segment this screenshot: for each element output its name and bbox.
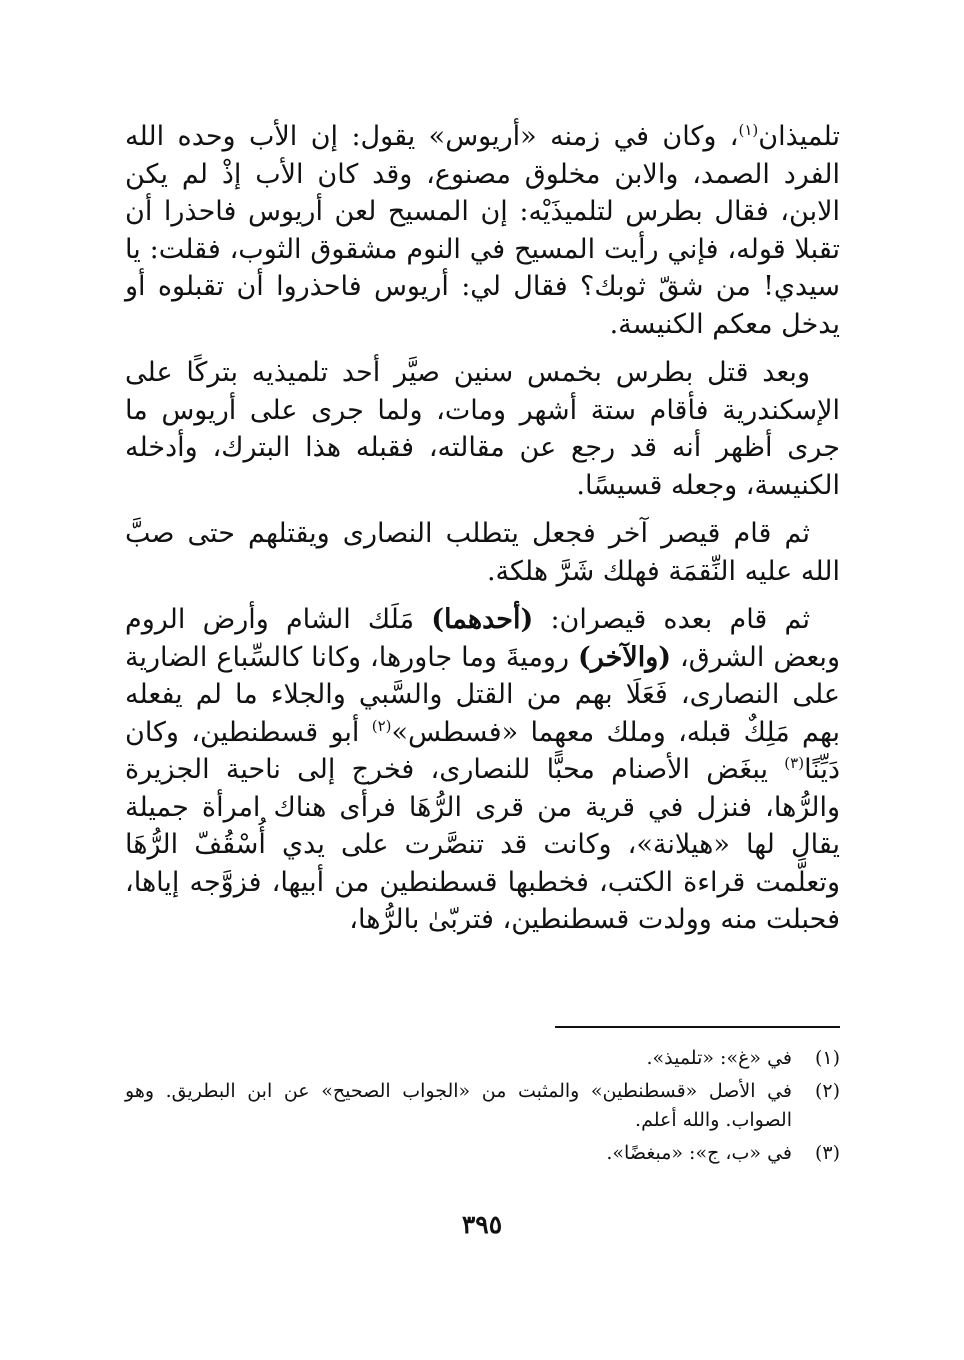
footnote-separator [555,1026,840,1028]
text-run: روميةَ وما جاورها، وكانا كالسِّباع الضارية على النصارى، فَعَلَا بهم من القتل والسَّبي والجلاء ما لم يفعله بهم مَلِكٌ قبله، وملك معهما «فسطس» [125,641,840,748]
footnote-text: في «غ»: «تلميذ». [646,1047,792,1069]
footnote-ref-3[interactable]: (٣) [784,754,805,772]
footnote-number: (٣) [814,1142,840,1164]
paragraph-4 [125,601,840,939]
footnote-text: في «ب، ج»: «مبغضًا». [606,1142,792,1164]
bold-term-second: (والآخر) [577,641,672,673]
paragraph-2: وبعد قتل بطرس بخمس سنين صيَّر أحد تلميذيه بتركًا على الإسكندرية فأقام ستة أشهر ومات، ولما جرى على أريوس ما جرى أظهر أنه قد رجع عن مقالته، فقبله هذا البترك، وأدخله الكنيسة، وجعله قسيسًا. [125,357,840,501]
footnote-number: (١) [814,1047,840,1069]
text-run: ، وكان في زمنه «أريوس» يقول: إن الأب وحده الله الفرد الصمد، والابن مخلوق مصنوع، وقد كان الأب إذْ لم يكن الابن، فقال بطرس لتلميذَيْه: إن المسيح لعن أريوس فاحذرا أن تقبلا قوله، فإني رأيت المسيح في النوم مشقوق الثوب، فقلت: يا سيدي! من شقّ ثوبك؟ فقال لي: أريوس فاحذروا أن تقبلوه أو يدخل معكم الكنيسة. [125,121,840,340]
main-text [125,118,840,950]
footnotes [125,1044,840,1172]
bold-term-first: (أحدهما) [431,604,534,635]
text-run: مَلَك الشام وأرض الروم وبعض الشرق، [125,604,840,673]
footnote-2 [125,1077,840,1135]
text-run: ثم قام بعده قيصران: [550,604,810,635]
text-run: يبغَض الأصنام محبًّا للنصارى، فخرج إلى ناحية الجزيرة والرُّها، فنزل في قرية من قرى الرُّهَا فرأى هناك امرأة جميلة يقال لها «هيلانة»، وكانت قد تنصَّرت على يدي أُسْقُفّ الرُّهَا وتعلَّمت قراءة الكتب، فخطبها قسطنطين من أبيها، فزوَّجه إياها، فحبلت منه وولدت قسطنطين، فتربّىٰ بالرُّها، [125,754,840,935]
footnote-number: (٢) [814,1080,840,1102]
text-run: تلميذان [758,121,840,152]
paragraph-3: ثم قام قيصر آخر فجعل يتطلب النصارى ويقتلهم حتى صبَّ الله عليه النِّقمَة فهلك شَرَّ هلكة. [125,518,840,587]
footnote-text: في الأصل «قسطنطين» والمثبت من «الجواب الصحيح» عن ابن البطريق. وهو الصواب. والله أعلم. [125,1080,792,1131]
footnote-1 [125,1044,840,1073]
paragraph-1 [125,118,840,343]
footnote-ref-1[interactable]: (١) [738,121,759,139]
footnote-ref-2[interactable]: (٢) [371,716,392,735]
page-number: ٣٩٥ [461,1210,503,1239]
footnote-3 [125,1139,840,1168]
text-run: أبو قسطنطين، وكان دَيِّنًا [125,716,840,785]
